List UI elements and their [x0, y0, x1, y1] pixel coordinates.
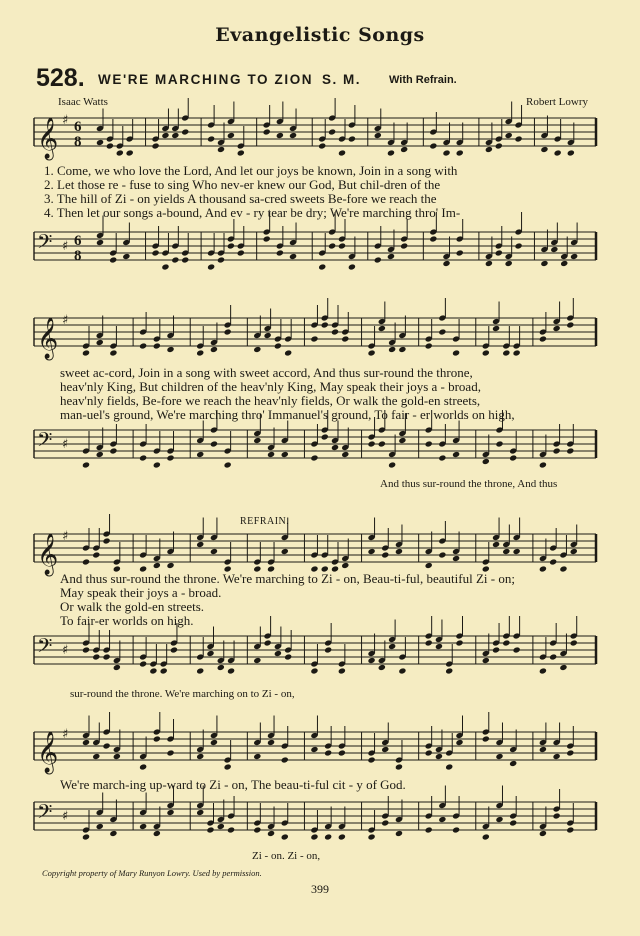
lyric-verse-3: 3. The hill of Zi - on yields A thousand sa-cred sweets Be-fore we reach the — [44, 191, 437, 206]
bass-staff — [0, 222, 640, 282]
hymn-meter: S. M. — [322, 72, 362, 87]
lyric-verse-1: We're march-ing up-ward to Zi - on, The beau-ti-ful cit - y of God. — [60, 777, 406, 792]
lyric-verse-4: man-uel's ground, We're marching thro' Immanuel's ground, To fair - er worlds on high, — [60, 407, 515, 422]
bass-text: And thus sur-round the throne, And thus — [380, 478, 558, 490]
svg-text:𝄢: 𝄢 — [37, 800, 53, 828]
treble-staff — [0, 722, 640, 782]
svg-text:𝄞: 𝄞 — [37, 534, 59, 575]
svg-text:♯: ♯ — [62, 437, 69, 452]
refrain-note: With Refrain. — [389, 74, 457, 86]
refrain-label: REFRAIN. — [240, 516, 290, 527]
svg-text:𝄢: 𝄢 — [37, 230, 53, 258]
hymn-title: WE'RE MARCHING TO ZION — [98, 72, 314, 87]
svg-text:♯: ♯ — [62, 239, 69, 254]
lyric-verse-1: And thus sur-round the throne. We're marching to Zi - on, Beau-ti-ful, beautiful Zi - on; — [60, 571, 515, 586]
treble-staff — [0, 108, 640, 168]
lyric-verse-3: Or walk the gold-en streets. — [60, 599, 205, 614]
bass-staff — [0, 420, 640, 480]
svg-text:8: 8 — [74, 248, 82, 264]
svg-text:𝄞: 𝄞 — [37, 118, 59, 159]
lyric-verse-4: 4. Then let our songs a-bound, And ev - ry tear be dry; We're marching thro' Im- — [44, 205, 461, 220]
svg-text:♯: ♯ — [62, 727, 69, 742]
svg-text:♯: ♯ — [62, 313, 69, 328]
music-credit: Robert Lowry — [525, 96, 588, 108]
svg-text:𝄢: 𝄢 — [37, 634, 53, 662]
svg-text:𝄢: 𝄢 — [37, 428, 53, 456]
svg-text:8: 8 — [74, 134, 82, 150]
lyric-verse-3: heav'nly fields, Be-fore we reach the heav'nly fields, Or walk the gold-en streets, — [60, 393, 481, 408]
svg-text:6: 6 — [74, 233, 82, 249]
svg-text:6: 6 — [74, 119, 82, 135]
bass-staff — [0, 626, 640, 686]
bass-text: sur-round the throne. We're marching on to Zi - on, — [70, 688, 295, 700]
bass-text: Zi - on. Zi - on, — [252, 850, 321, 862]
lyric-verse-1: sweet ac-cord, Join in a song with sweet accord, And thus sur-round the throne, — [60, 365, 473, 380]
treble-staff — [0, 308, 640, 368]
words-credit: Isaac Watts — [58, 96, 108, 108]
lyric-verse-2: 2. Let those re - fuse to sing Who nev-er knew our God, But chil-dren of the — [44, 177, 441, 192]
lyric-verse-4: To fair-er worlds on high. — [60, 613, 194, 628]
hymn-number: 528. — [36, 64, 85, 92]
svg-text:♯: ♯ — [62, 809, 69, 824]
bass-staff — [0, 792, 640, 852]
copyright-notice: Copyright property of Mary Runyon Lowry. Used by permission. — [42, 868, 262, 878]
svg-text:𝄞: 𝄞 — [37, 318, 59, 359]
svg-text:𝄞: 𝄞 — [37, 732, 59, 773]
lyric-verse-2: heav'nly King, But children of the heav'nly King, May speak their joys a - broad, — [60, 379, 481, 394]
lyric-verse-1: 1. Come, we who love the Lord, And let our joys be known, Join in a song with — [44, 163, 458, 178]
page-number: 399 — [311, 882, 329, 896]
svg-text:♯: ♯ — [62, 113, 69, 128]
section-heading: Evangelistic Songs — [215, 24, 425, 46]
svg-text:♯: ♯ — [62, 529, 69, 544]
svg-text:♯: ♯ — [62, 643, 69, 658]
lyric-verse-2: May speak their joys a - broad. — [60, 585, 222, 600]
